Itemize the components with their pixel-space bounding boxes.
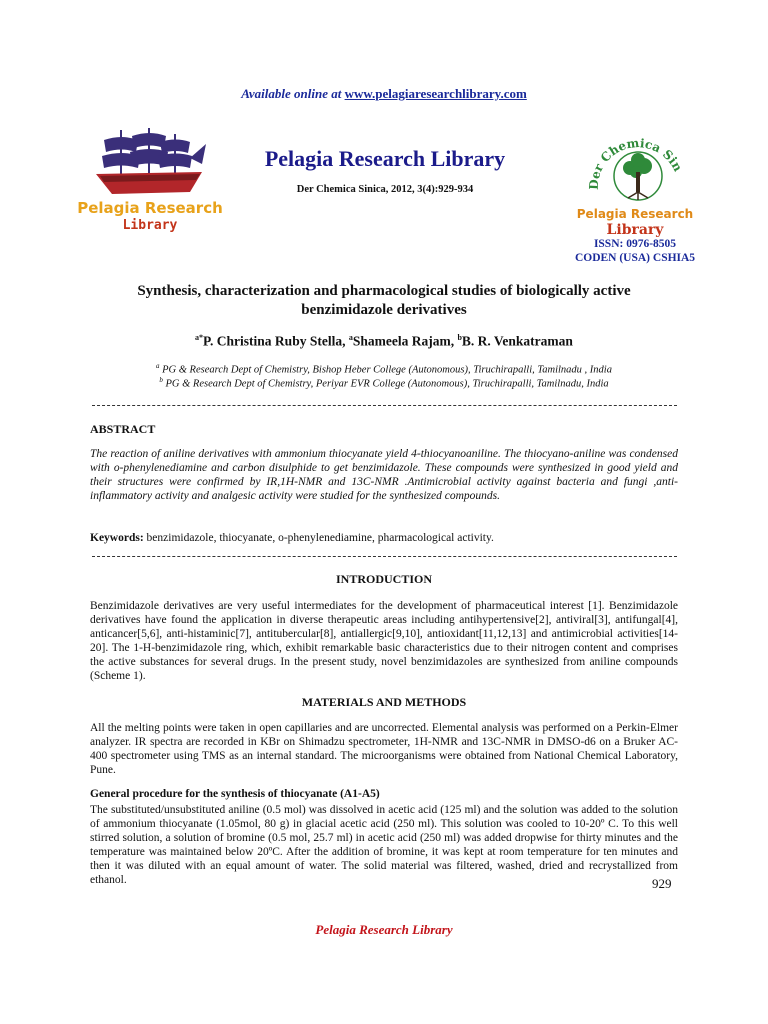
availability-line [0,86,768,102]
methods-text: All the melting points were taken in open capillaries and are uncorrected. Elemental analysis was performed on a Perkin-Elmer analyzer. IR spectra are recorded in KBr on Shimadzu spectrometer, 1H-NMR and 13C-NMR in DMSO-d6 on a Bruker AC-400 spectrometer using TMS as an internal standard. The microorganisms were obtained from National Chemical Laboratory, Pune. [90,722,678,776]
introduction-heading: INTRODUCTION [335,572,432,586]
keywords-label: Keywords: [90,532,144,544]
author-list [90,333,678,350]
affiliation-b-marker: b [159,376,163,384]
paper-title [90,282,678,320]
methods-heading: MATERIALS AND METHODS [301,695,467,709]
affiliation-b [90,376,678,390]
divider-bottom [92,556,677,557]
divider-top [92,405,677,406]
right-logo-title: Pelagia Research [576,207,694,221]
left-logo-title: Pelagia Research [77,199,223,217]
right-logo-subtitle: Library [606,222,664,238]
abstract-text-body: The reaction of aniline derivatives with ammonium thiocyanate yield 4-thiocyanoaniline. The thiocyano-aniline was condensed with o-phenylenediamine and carbon disulphide to get benzimidazole. These compounds were synthesized in good yield and their structures were confirmed by IR,1H-NMR and 13C-NMR .Antimicrobial activity against bacteria and fungi ,anti-inflammatory activity and analgesic activity were studied for the synthesized compounds. [90,448,678,502]
left-logo [90,128,210,200]
website-link[interactable]: www.pelagiaresearchlibrary.com [344,86,527,101]
author-2-marker: a [348,333,353,342]
author-3: B. R. Venkatraman [461,333,573,349]
abstract-heading: ABSTRACT [90,422,156,436]
affiliation-a-text: PG & Research Dept of Chemistry, Bishop Heber College (Autonomous), Tiruchirapalli, Tamilnadu , India [162,364,612,376]
author-3-marker: b [457,333,462,342]
issn: ISSN: 0976-8505 [593,238,677,250]
affiliation-b-text: PG & Research Dept of Chemistry, Periyar EVR College (Autonomous), Tiruchirapalli, Tamilnadu, India [165,378,609,390]
author-1-marker: a* [195,333,204,342]
library-title: Pelagia Research Library [264,146,506,171]
seal-arc-text: Der Chemica Sin [588,135,684,191]
journal-citation: Der Chemica Sinica, 2012, 3(4):929-934 [296,184,474,195]
author-2: Shameela Rajam, [352,333,455,349]
title-line-2: benzimidazole derivatives [301,302,467,318]
footer-library-name: Pelagia Research Library [315,922,453,937]
coden: CODEN (USA) CSHIA5 [574,252,696,264]
title-line-1: Synthesis, characterization and pharmacological studies of biologically active [137,283,631,299]
keywords-text: benzimidazole, thiocyanate, o-phenylenediamine, pharmacological activity. [146,532,494,544]
page-number: 929 [652,876,672,891]
introduction-text: Benzimidazole derivatives are very useful intermediates for the development of pharmaceutical interest [1]. Benzimidazole derivatives have found the application in diverse therapeutic areas including antihypertensive[2], antiviral[3], antifungal[4], anticancer[5,6], anti-histaminic[7], antitubercular[8], antiallergic[9,10], antioxidant[11,12,13] and antimicrobial activities[14-20]. The 1-H-benzimidazole ring, which, exhibit remarkable basic characteristics due to their nitrogen content and comprises the active substances for several drugs. In the present study, novel benzimidazoles are synthesized from aniline compounds (Scheme 1). [90,600,678,682]
author-1: P. Christina Ruby Stella, [203,333,346,349]
ship-icon [90,128,210,200]
procedure-text: The substituted/unsubstituted aniline (0.5 mol) was dissolved in acetic acid (125 ml) and the solution was added to the solution of ammonium thiocyanate (1.05mol, 80 g) in glacial acetic acid (250 ml). This solution was cooled to 10-20º C. To this well stirred solution, a solution of bromine (0.5 mol, 25.7 ml) in acetic acid (250 ml) was added dropwise for thirty minutes and the temperature was maintained below 20ºC. After the addition of bromine, it was kept at room temperature for ten minutes and then it was diluted with an equal amount of water. The solid material was filtered, washed, dried and recrystallized from ethanol. [90,804,678,886]
tree-seal-icon [588,128,684,208]
keywords [90,531,678,545]
right-logo [588,128,684,208]
affiliation-a-marker: a [156,362,160,370]
procedure-heading: General procedure for the synthesis of thiocyanate (A1-A5) [90,788,380,800]
abstract-text [90,447,678,503]
availability-prefix: Available online at [241,86,342,101]
affiliation-a [90,362,678,376]
left-logo-subtitle: Library [122,218,178,233]
